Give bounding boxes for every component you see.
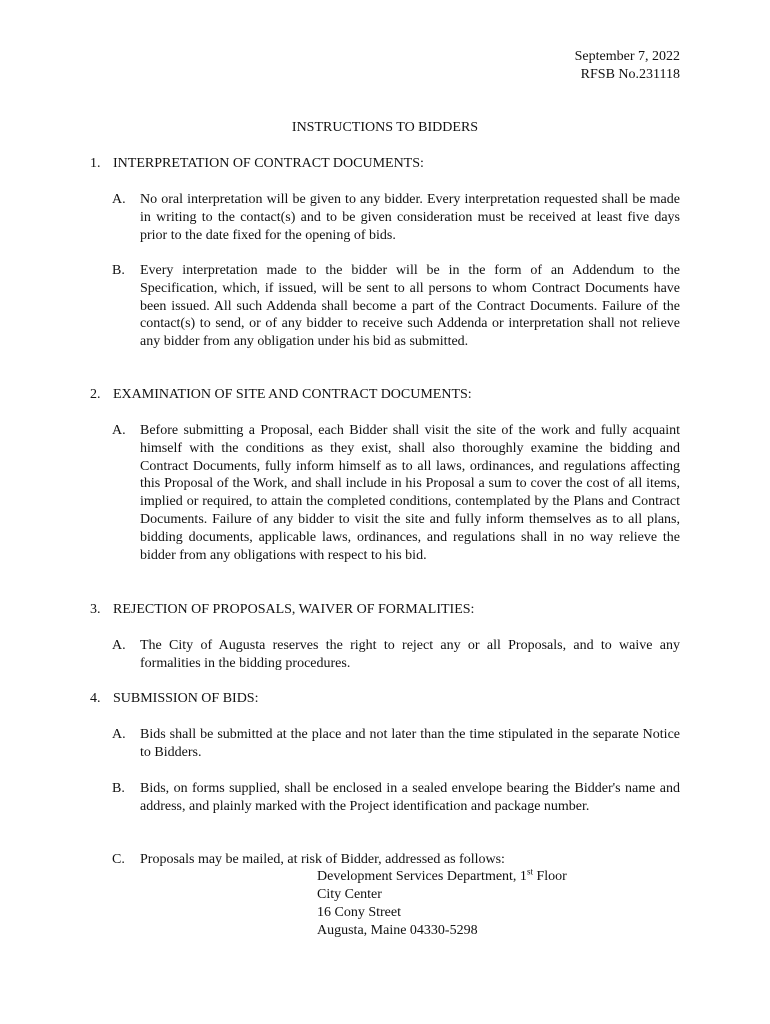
address-line-building: City Center (317, 887, 382, 902)
section-4-item-c (112, 851, 680, 869)
section-title: SUBMISSION OF BIDS: (113, 691, 259, 706)
item-text: Proposals may be mailed, at risk of Bidder, addressed as follows: (140, 852, 505, 867)
section-1-heading (90, 155, 680, 173)
item-text: No oral interpretation will be given to any bidder. Every interpretation requested shall be made in writing to the contact(s) and to be given consideration must be received at least five days prior to the date fixed for the opening of bids. (140, 192, 680, 243)
item-letter: A. (112, 727, 126, 742)
item-letter: C. (112, 852, 125, 867)
item-text: Bids shall be submitted at the place and not later than the time stipulated in the separate Notice to Bidders. (140, 727, 680, 760)
address-line-street: 16 Cony Street (317, 905, 401, 920)
ordinal-suffix: st (526, 866, 533, 877)
section-title: REJECTION OF PROPOSALS, WAIVER OF FORMALITIES: (113, 602, 475, 617)
section-1-item-b (112, 262, 680, 351)
item-letter: A. (112, 423, 126, 438)
item-text: The City of Augusta reserves the right to reject any or all Proposals, and to waive any formalities in the bidding procedures. (140, 638, 680, 671)
section-number: 2. (90, 387, 101, 402)
item-letter: B. (112, 263, 125, 278)
page-title: INSTRUCTIONS TO BIDDERS (291, 120, 479, 135)
address-line-city: Augusta, Maine 04330-5298 (317, 923, 478, 938)
section-3-item-a (112, 637, 680, 673)
section-1-item-a (112, 191, 680, 244)
section-2-heading (90, 386, 680, 404)
item-letter: A. (112, 638, 126, 653)
item-text: Bids, on forms supplied, shall be enclosed in a sealed envelope bearing the Bidder's name and address, and plainly marked with the Project identification and package number. (140, 781, 680, 814)
section-number: 4. (90, 691, 101, 706)
section-4-heading (90, 690, 680, 708)
item-letter: A. (112, 192, 126, 207)
mailing-address (317, 868, 567, 940)
section-title: INTERPRETATION OF CONTRACT DOCUMENTS: (113, 156, 424, 171)
item-letter: B. (112, 781, 125, 796)
section-number: 1. (90, 156, 101, 171)
item-text: Every interpretation made to the bidder will be in the form of an Addendum to the Specification, which, if issued, will be sent to all persons to whom Contract Documents have been issued. All such Addenda shall become a part of the Contract Documents. Failure of the contact(s) to send, or of any bidder to receive such Addenda or interpretation shall not relieve any bidder from any obligation under his bid as submitted. (140, 263, 680, 350)
item-text: Before submitting a Proposal, each Bidder shall visit the site of the work and fully acquaint himself with the conditions as they exist, shall also thoroughly examine the bidding and Contract Documents, fully inform himself as to all laws, ordinances, and regulations affecting this Proposal of the Work, and shall include in his Proposal a sum to cover the cost of all items, implied or required, to attain the completed conditions, contemplated by the Plans and Contract Documents. Failure of any bidder to visit the site and fully inform themselves as to all plans, bidding documents, applicable laws, ordinances, and regulations shall in no way relieve the bidder from any obligations with respect to his bid. (140, 423, 680, 563)
document-header (575, 48, 680, 84)
section-number: 3. (90, 602, 101, 617)
section-3-heading (90, 601, 680, 619)
address-line-department: Development Services Department, 1st Floor (317, 866, 567, 884)
section-title: EXAMINATION OF SITE AND CONTRACT DOCUMENTS: (113, 387, 472, 402)
section-4-item-b (112, 780, 680, 816)
document-date: September 7, 2022 (574, 49, 680, 64)
section-4-item-a (112, 726, 680, 762)
rfsb-number: RFSB No.231118 (580, 67, 680, 82)
section-2-item-a (112, 422, 680, 564)
